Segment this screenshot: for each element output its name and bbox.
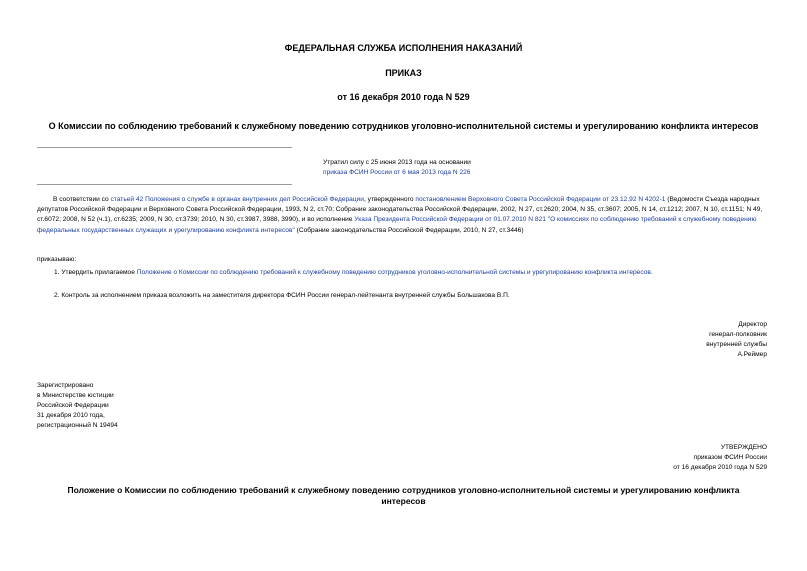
document-date-number: от 16 декабря 2010 года N 529	[337, 92, 470, 102]
registration-line-4: 31 декабря 2010 года,	[37, 412, 105, 419]
regulation-link[interactable]: Положение о Комиссии по соблюдению требований к служебному поведению сотрудников уголовно-исполнительной системы и урегулированию конфликта интересов	[136, 269, 651, 276]
order-item-1	[54, 268, 774, 278]
divider-bottom	[37, 184, 292, 185]
registration-block	[37, 381, 118, 431]
appendix-title: Положение о Комиссии по соблюдению требований к служебному поведению сотрудников уголовно-исполнительной системы и урегулированию конфликта интересов	[67, 485, 740, 506]
approval-line-2: приказом ФСИН России	[693, 454, 767, 461]
order-item-1-text: 1. Утвердить прилагаемое	[54, 269, 137, 276]
document-title: О Комиссии по соблюдению требований к служебному поведению сотрудников уголовно-исполнительной системы и урегулированию конфликта интересов	[48, 121, 759, 131]
agency-name: ФЕДЕРАЛЬНАЯ СЛУЖБА ИСПОЛНЕНИЯ НАКАЗАНИЙ	[284, 43, 523, 53]
signature-position: Директор	[738, 321, 767, 328]
preamble-text-2: , утвержденного	[363, 196, 416, 203]
approval-line-3: от 16 декабря 2010 года N 529	[673, 464, 767, 471]
supreme-council-resolution-link[interactable]: постановлением Верховного Совета Российской Федерации от 23.12.92 N 4202-1	[415, 196, 666, 203]
divider-top	[37, 147, 292, 148]
approval-block	[560, 443, 767, 473]
preamble-text-1: В соответствии со	[53, 196, 111, 203]
approval-line-1: УТВЕРЖДЕНО	[720, 444, 767, 451]
signature-rank: генерал-полковник	[709, 331, 767, 338]
status-note	[323, 158, 471, 178]
repeal-order-link[interactable]: приказа ФСИН России от 6 мая 2013 года N 226	[323, 169, 471, 176]
regulation-article-link[interactable]: статьей 42 Положения о службе в органах внутренних дел Российской Федерации	[110, 196, 364, 203]
order-item-2: 2. Контроль за исполнением приказа возложить на заместителя директора ФСИН России генерал-лейтенанта внутренней службы Большакова В.П.	[54, 292, 510, 299]
signature-name: А.Реймер	[737, 351, 767, 358]
signature-block	[560, 320, 767, 360]
document-type: ПРИКАЗ	[385, 68, 422, 78]
presidential-decree-link[interactable]: Указа Президента Российской Федерации от 01.07.2010 N 821 "О комиссиях по соблюдению требований к служебному поведению федеральных государственных служащих и урегулированию конфликта интересов"	[37, 216, 757, 234]
status-note-text: Утратил силу с 25 июня 2013 года на основании	[323, 159, 471, 166]
registration-line-5: регистрационный N 19494	[37, 422, 118, 429]
signature-service: внутренней службы	[706, 341, 767, 348]
preamble-paragraph	[37, 195, 767, 236]
preamble-text-4: (Собрание законодательства Российской Федерации, 2010, N 27, ст.3446)	[294, 226, 524, 234]
registration-line-1: Зарегистрировано	[37, 382, 94, 389]
registration-line-2: в Министерстве юстиции	[37, 392, 114, 399]
order-word: приказываю:	[37, 256, 77, 263]
registration-line-3: Российской Федерации	[37, 402, 109, 409]
order-item-1-end: .	[650, 269, 653, 276]
preamble-text-3: (Ведомости Съезда народных депутатов Российской Федерации и Верховного Совета Российской Федерации, 1993, N 2, ст.70; Собрание законодательства Российской Федерации, 2002, N 27, ст.2620; 2004, N 35, ст.3607; 2005, N 14, ст.1212; 2007, N 10, ст.1151; N 49, ст.6072; 2008, N 52 (ч.1), ст.6235; 2009, N 30, ст.3739; 2010, N 30, ст.3987, 3988, 3990), и во исполнение	[37, 196, 763, 224]
